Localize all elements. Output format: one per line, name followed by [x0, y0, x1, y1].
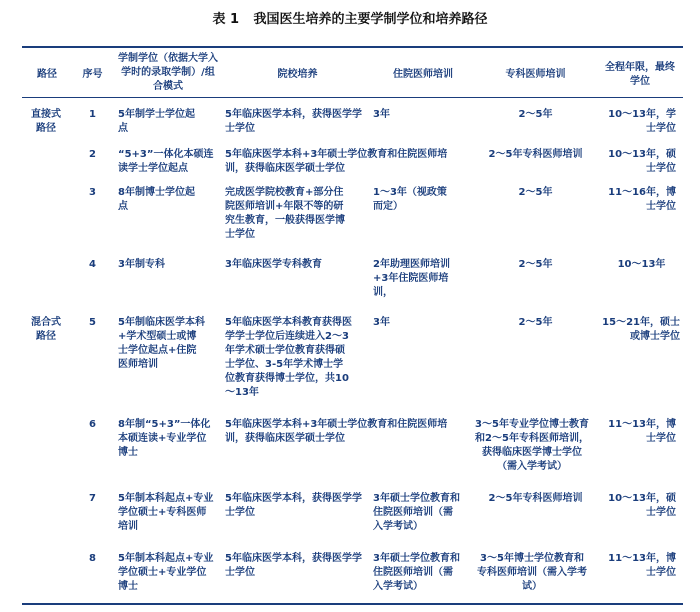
row-3-specialist: 2～5年 [518, 187, 553, 198]
table-caption: 我国医生培养的主要学制学位和培养路径 [253, 12, 488, 27]
table-top-rule [22, 46, 683, 48]
row-6-degree: 8年制“5+3”一体化本硕连读+专业学位博士 [118, 419, 211, 458]
row-6-years: 11～13年，博士学位 [608, 419, 676, 444]
row-8-years: 11～13年，博士学位 [608, 553, 676, 578]
row-1-specialist: 2～5年 [518, 109, 553, 120]
row-7-years: 10～13年，硕士学位 [608, 493, 676, 518]
row-7-school: 5年临床医学本科，获得医学学士学位 [225, 493, 362, 518]
row-5-residency: 3年 [373, 317, 390, 328]
row-1-residency: 3年 [373, 109, 390, 120]
row-6-specialist: 3～5年专业学位博士教育和2～5年专科医师培训，获得临床医学博士学位（需入学考试） [475, 419, 589, 472]
row-2-school: 5年临床医学本科+3年硕士学位教育和住院医师培训，获得临床医学硕士学位 [225, 149, 448, 174]
table-label: 表 1 [212, 12, 240, 27]
row-4-years: 10～13年 [617, 259, 666, 270]
row-1-num: 1 [89, 109, 96, 120]
row-1-degree: 5年制学士学位起点 [118, 109, 195, 134]
row-2-degree: “5+3”一体化本硕连读学士学位起点 [118, 149, 214, 174]
row-8-specialist: 3～5年博士学位教育和专科医师培训（需入学考试） [477, 553, 587, 592]
row-7-num: 7 [89, 493, 96, 504]
row-6-school: 5年临床医学本科+3年硕士学位教育和住院医师培训，获得临床医学硕士学位 [225, 419, 448, 444]
table-header-rule [22, 97, 683, 98]
row-5-degree: 5年制临床医学本科+学术型硕士或博士学位起点+住院医师培训 [118, 317, 205, 370]
row-4-school: 3年临床医学专科教育 [225, 259, 322, 270]
group-direct: 直接式路径 [31, 109, 61, 134]
row-1-years: 10～13年，学士学位 [608, 109, 676, 134]
row-4-num: 4 [89, 259, 96, 270]
table-bottom-rule [22, 603, 683, 605]
group-mixed: 混合式路径 [31, 317, 61, 342]
row-8-school: 5年临床医学本科，获得医学学士学位 [225, 553, 362, 578]
header-num: 序号 [82, 69, 103, 80]
header-school: 院校培养 [277, 69, 318, 80]
row-6-num: 6 [89, 419, 96, 430]
row-5-specialist: 2～5年 [518, 317, 553, 328]
row-8-degree: 5年制本科起点+专业学位硕士+专业学位博士 [118, 553, 214, 592]
row-3-school: 完成医学院校教育+部分住院医师培训+年限不等的研究生教育，一般获得医学博士学位 [225, 187, 345, 240]
header-years: 全程年限，最终学位 [605, 62, 675, 87]
row-5-num: 5 [89, 317, 96, 328]
row-7-residency: 3年硕士学位教育和住院医师培训（需入学考试） [373, 493, 460, 532]
row-3-num: 3 [89, 187, 96, 198]
row-2-num: 2 [89, 149, 96, 160]
row-5-school: 5年临床医学本科教育获得医学学士学位后连续进入2～3年学术硕士学位教育获得硕士学位、3-5年学术博士学位教育获得博士学位，共10～13年 [225, 317, 352, 398]
header-residency: 住院医师培训 [393, 69, 453, 80]
row-8-num: 8 [89, 553, 96, 564]
row-3-degree: 8年制博士学位起点 [118, 187, 195, 212]
row-4-residency: 2年助理医师培训+3年住院医师培训， [373, 259, 450, 298]
row-5-years: 15～21年，硕士或博士学位 [602, 317, 680, 342]
header-degree: 学制学位（依据大学入学时的录取学制）/组合模式 [118, 53, 218, 92]
row-4-degree: 3年制专科 [118, 259, 165, 270]
row-1-school: 5年临床医学本科，获得医学学士学位 [225, 109, 362, 134]
row-2-years: 10～13年，硕士学位 [608, 149, 676, 174]
row-7-degree: 5年制本科起点+专业学位硕士+专科医师培训 [118, 493, 214, 532]
row-3-residency: 1～3年（视政策而定） [373, 187, 447, 212]
row-3-years: 11～16年，博士学位 [608, 187, 676, 212]
header-path: 路径 [37, 69, 57, 80]
row-4-specialist: 2～5年 [518, 259, 553, 270]
row-7-specialist: 2～5年专科医师培训 [488, 493, 583, 504]
table-title [0, 8, 700, 27]
row-2-specialist: 2～5年专科医师培训 [488, 149, 583, 160]
row-8-residency: 3年硕士学位教育和住院医师培训（需入学考试） [373, 553, 460, 592]
header-specialist: 专科医师培训 [505, 69, 566, 80]
